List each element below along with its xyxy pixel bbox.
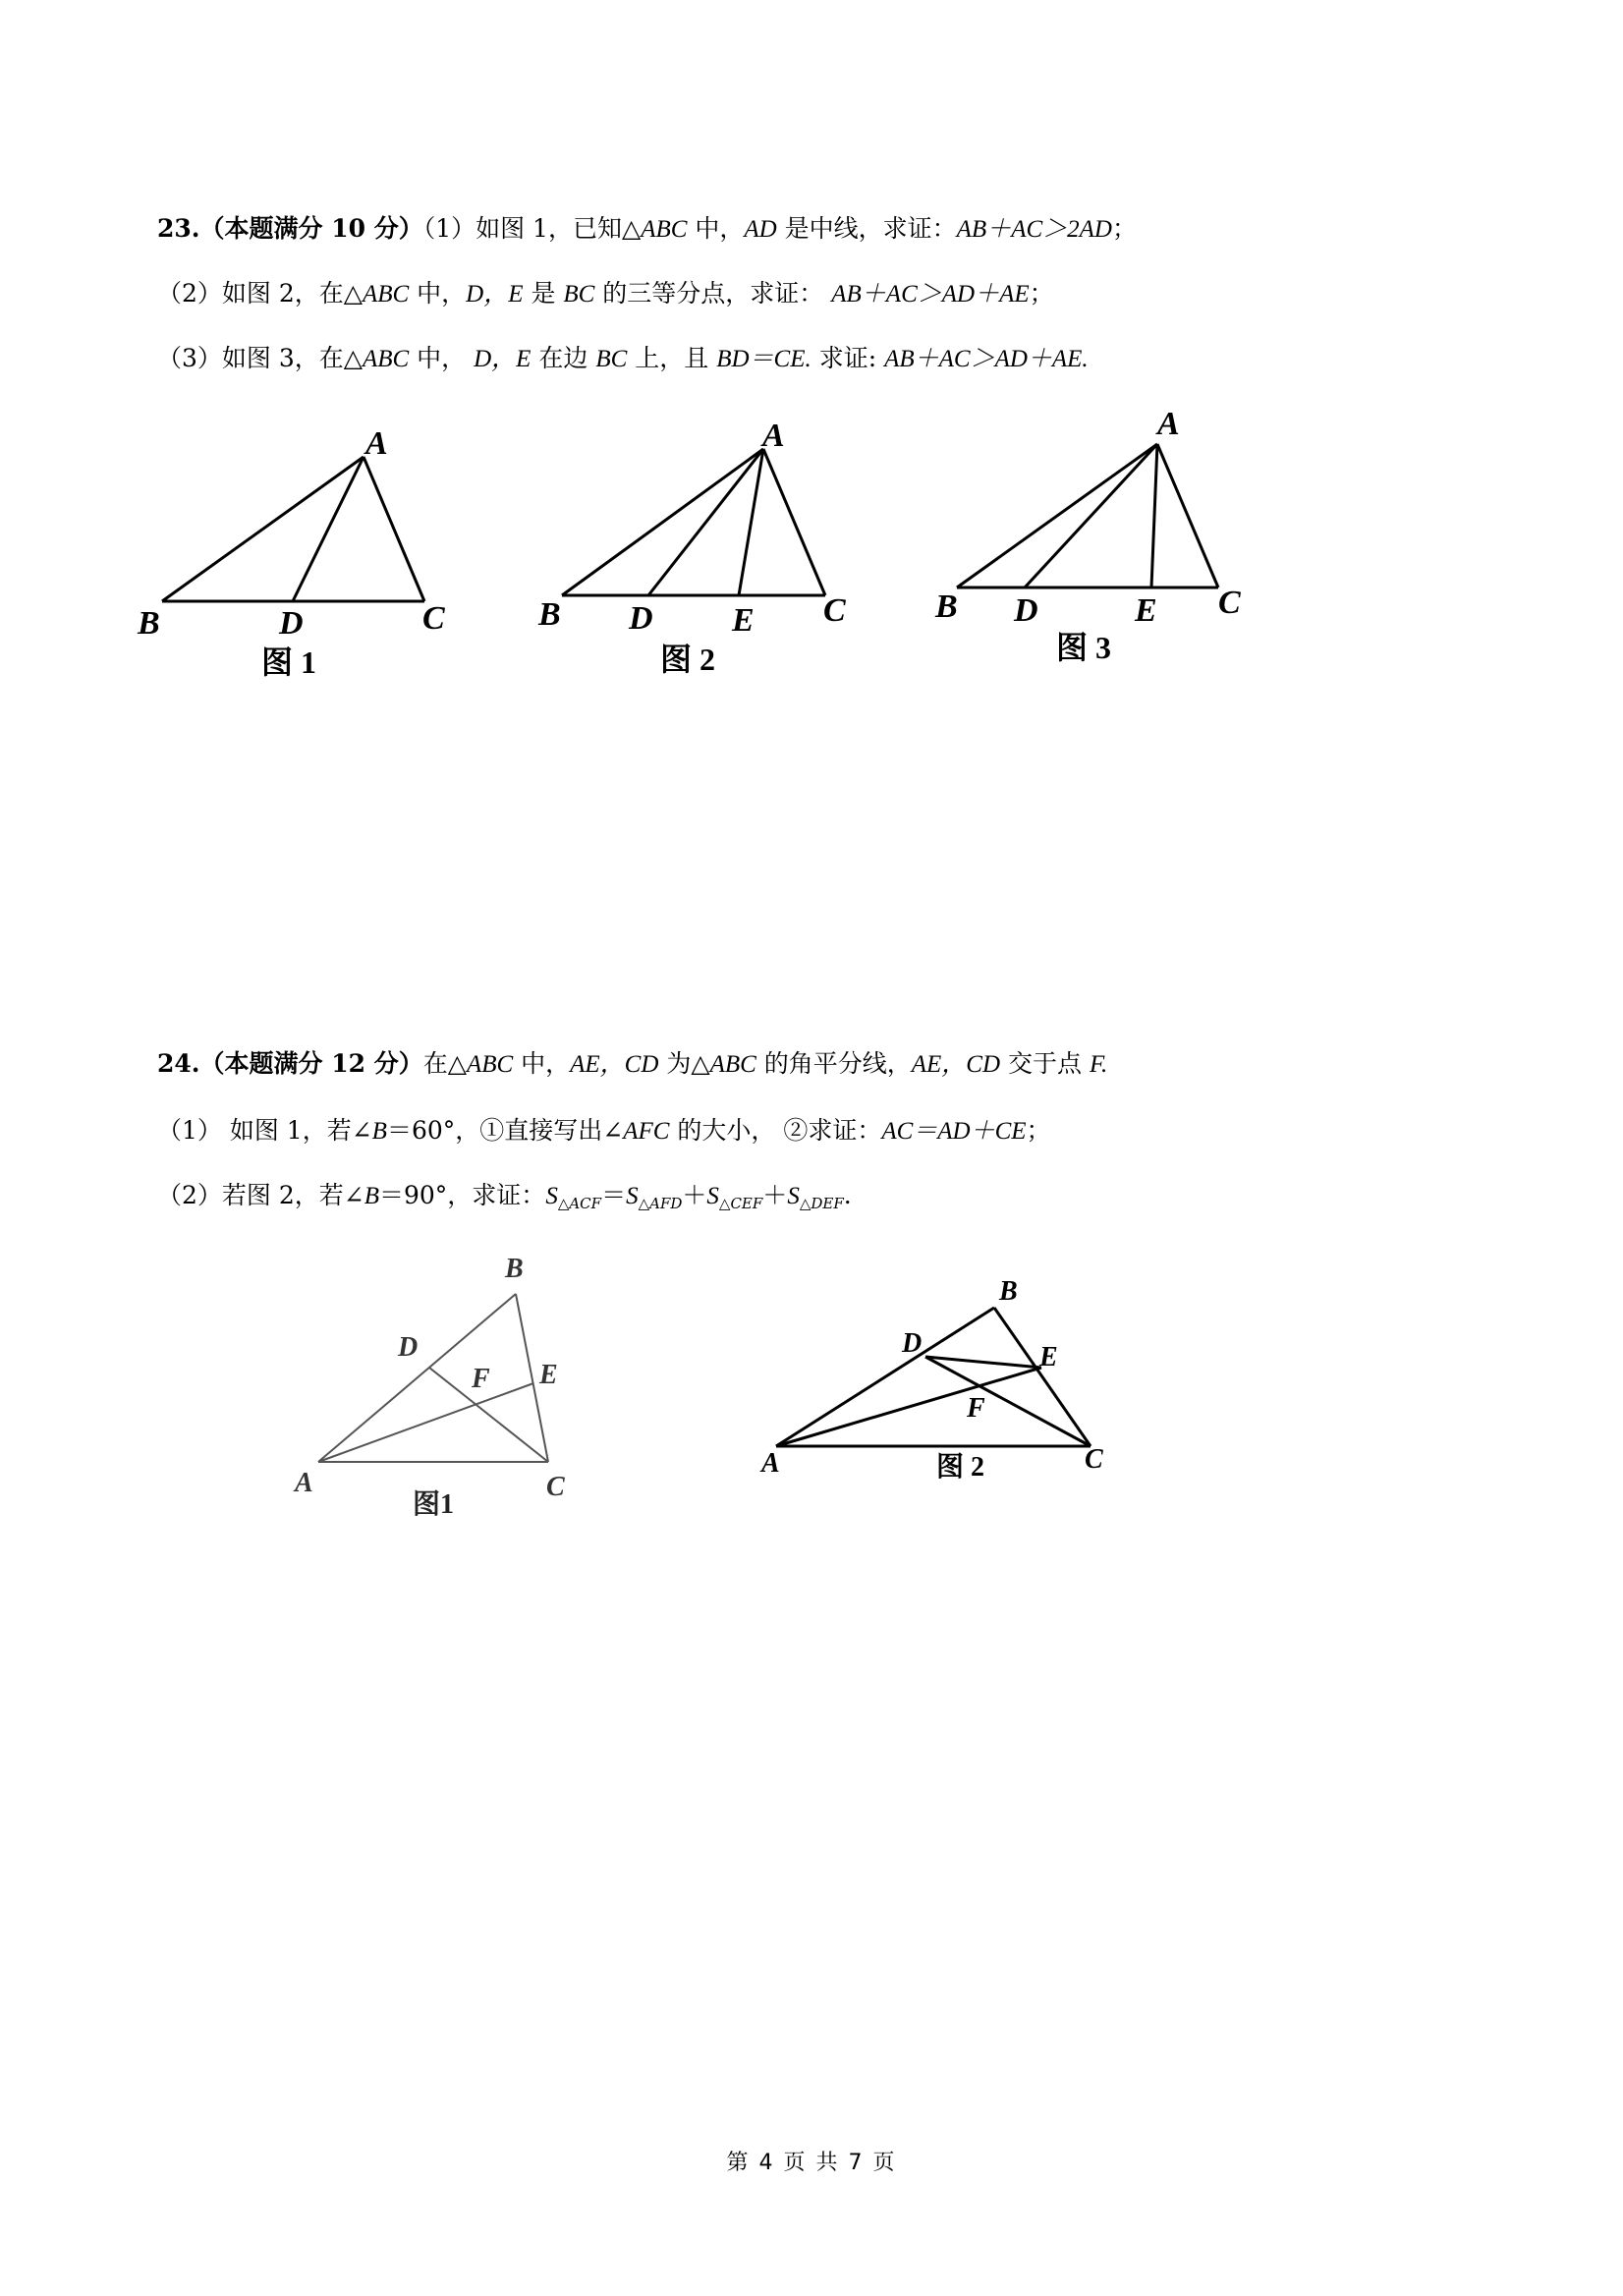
q24-intro-mid3: 的角平分线， — [756, 1049, 912, 1078]
fig2-side-ab — [562, 449, 763, 595]
q24-p1-mid2: 的大小， ②求证： — [669, 1116, 882, 1145]
page-footer: 第 4 页 共 7 页 — [726, 2151, 897, 2175]
q24-figure-1 — [318, 1294, 548, 1462]
q24-p1-prefix: （1） 如图 1，若∠ — [157, 1116, 372, 1145]
q24-p2-end: . — [843, 1181, 852, 1209]
q24-fig2-label-f: F — [967, 1393, 985, 1424]
fig2-caption: 图 2 — [660, 642, 716, 677]
fig3-label-a: A — [1157, 406, 1180, 442]
q24-p2-s3: S — [706, 1183, 719, 1209]
q23-p3-mid1: 中， — [409, 344, 475, 372]
q24-intro-abc: ABC — [466, 1051, 514, 1078]
fig1-label-c: C — [422, 600, 445, 637]
q24-intro-ae2: AE，CD — [911, 1051, 1001, 1078]
q23-p3-de: D，E — [474, 346, 532, 372]
fig1-label-b: B — [138, 605, 160, 642]
q24-intro-prefix: 在△ — [422, 1049, 467, 1078]
q24-p1-afc: AFC — [623, 1118, 670, 1145]
q24-fig1-label-f: F — [472, 1364, 490, 1394]
q24-p2-plus1: ＋ — [682, 1181, 707, 1209]
fig1-median-ad — [293, 457, 364, 601]
q24-p2-sub1: △ACF — [557, 1195, 602, 1212]
q23-p1-ad: AD — [744, 216, 777, 243]
q24-p1-b: B — [371, 1118, 387, 1145]
fig2-label-a: A — [762, 418, 785, 454]
q23-p1-mid2: 是中线，求证： — [776, 214, 957, 243]
q24-p2-s4: S — [787, 1183, 800, 1209]
q24-fig1-label-c: C — [546, 1472, 565, 1502]
fig3-side-ac — [1157, 444, 1218, 588]
q23-p2-prefix: （2）如图 2，在△ — [157, 279, 363, 308]
fig1-caption: 图 1 — [261, 644, 317, 680]
q24-fig2-label-d: D — [902, 1328, 923, 1359]
fig1-label-d: D — [279, 605, 304, 642]
q23-p3-mid4: 求证: — [811, 344, 885, 372]
q24-p2-sub3: △CEF — [718, 1195, 763, 1212]
q24-fig2-bisector-cd — [925, 1357, 1091, 1446]
fig2-label-b: B — [538, 596, 561, 633]
q24-fig2-label-b: B — [999, 1276, 1018, 1307]
q24-number: 24. — [157, 1049, 200, 1078]
q23-p2-mid1: 中， — [409, 279, 467, 308]
q23-p2-mid2: 是 — [523, 279, 564, 308]
q23-p3-cond: BD＝CE. — [716, 346, 812, 372]
q24-p2-s2: S — [626, 1183, 639, 1209]
fig2-label-c: C — [823, 592, 846, 629]
q23-p2-abc: ABC — [363, 281, 410, 308]
q24-fig2-bisector-ae — [776, 1368, 1041, 1446]
q24-fig2-caption: 图 2 — [936, 1452, 985, 1483]
q23-p3-expr: AB＋AC＞AD＋AE. — [884, 346, 1089, 372]
q23-p2-bc: BC — [563, 281, 595, 308]
fig2-label-d: D — [629, 600, 653, 637]
q24-part1-line — [157, 1114, 1051, 1148]
q23-p1-expr: AB＋AC＞2AD — [956, 216, 1112, 243]
fig2-label-e: E — [732, 602, 755, 639]
fig1-label-a: A — [365, 425, 388, 462]
q24-intro-mid1: 中， — [513, 1049, 571, 1078]
q24-figure-2 — [776, 1308, 1091, 1446]
q24-p2-prefix: （2）若图 2，若∠ — [157, 1181, 364, 1209]
q24-p2-s1: S — [545, 1183, 558, 1209]
q23-figure-1 — [162, 457, 424, 601]
q24-p2-sub2: △AFD — [638, 1195, 683, 1212]
q23-figure-2 — [562, 449, 825, 595]
q24-fig1-label-d: D — [398, 1332, 419, 1363]
q24-intro-ae: AE，CD — [570, 1051, 659, 1078]
q24-part2-line — [157, 1179, 852, 1220]
q23-p2-mid3: 的三等分点，求证： — [594, 279, 832, 308]
fig3-segment-ad — [1025, 444, 1157, 588]
fig3-side-ab — [957, 444, 1157, 588]
q24-fig1-label-e: E — [539, 1360, 558, 1390]
q23-figure-3 — [957, 444, 1218, 588]
fig3-label-e: E — [1135, 592, 1157, 629]
fig3-segment-ae — [1151, 444, 1157, 588]
q23-figures — [0, 0, 1623, 707]
q24-p2-b: B — [364, 1183, 379, 1209]
q23-p2-end: ； — [1029, 279, 1054, 308]
fig2-segment-ae — [739, 449, 763, 595]
fig1-side-ac — [364, 457, 424, 601]
q23-number: 23. — [157, 214, 200, 243]
fig2-segment-ad — [648, 449, 763, 595]
q23-p1-mid1: 中， — [687, 214, 745, 243]
q24-score: （本题满分 12 分） — [199, 1049, 423, 1078]
q23-score: （本题满分 10 分） — [199, 214, 423, 243]
q23-p3-mid3: 上，且 — [627, 344, 717, 372]
q24-p2-sub4: △DEF — [799, 1195, 844, 1212]
q24-fig1-label-b: B — [505, 1254, 524, 1284]
q24-fig2-label-e: E — [1039, 1342, 1058, 1372]
q24-fig1-label-a: A — [295, 1468, 313, 1498]
q24-intro-mid4: 交于点 — [1000, 1049, 1090, 1078]
q24-fig1-caption: 图1 — [413, 1489, 455, 1520]
q23-p3-bc: BC — [595, 346, 628, 372]
q24-figures — [0, 1218, 1623, 1533]
fig2-side-ac — [763, 449, 825, 595]
fig3-caption: 图 3 — [1056, 630, 1112, 665]
q24-intro-mid2: 为△ — [658, 1049, 710, 1078]
q24-p2-plus2: ＋ — [762, 1181, 788, 1209]
q23-p1-end: ； — [1111, 214, 1137, 243]
q23-p3-abc: ABC — [363, 346, 410, 372]
q24-p1-end: ； — [1026, 1116, 1051, 1145]
fig1-side-ab — [162, 457, 364, 601]
q24-fig2-label-c: C — [1085, 1444, 1103, 1475]
q24-intro-abc2: ABC — [709, 1051, 756, 1078]
q23-p2-de: D，E — [466, 281, 524, 308]
q24-fig1-bisector-ae — [318, 1383, 533, 1462]
q23-p1-abc: ABC — [641, 216, 688, 243]
q24-p1-expr: AC＝AD＋CE — [881, 1118, 1027, 1145]
q24-p1-mid1: ＝60°，①直接写出∠ — [386, 1116, 624, 1145]
q23-p2-expr: AB＋AC＞AD＋AE — [831, 281, 1030, 308]
q24-p2-eq: ＝ — [601, 1181, 627, 1209]
fig3-label-c: C — [1218, 585, 1241, 621]
q24-intro-line — [157, 1047, 1107, 1082]
q23-p3-mid2: 在边 — [531, 344, 596, 372]
q24-p2-mid1: ＝90°，求证： — [379, 1181, 546, 1209]
fig3-label-b: B — [935, 588, 958, 625]
q24-fig2-label-a: A — [761, 1448, 780, 1479]
fig3-label-d: D — [1014, 592, 1038, 629]
q23-p3-prefix: （3）如图 3，在△ — [157, 344, 363, 372]
q23-p1-prefix: （1）如图 1，已知△ — [422, 214, 642, 243]
q24-intro-f: F. — [1089, 1051, 1108, 1078]
